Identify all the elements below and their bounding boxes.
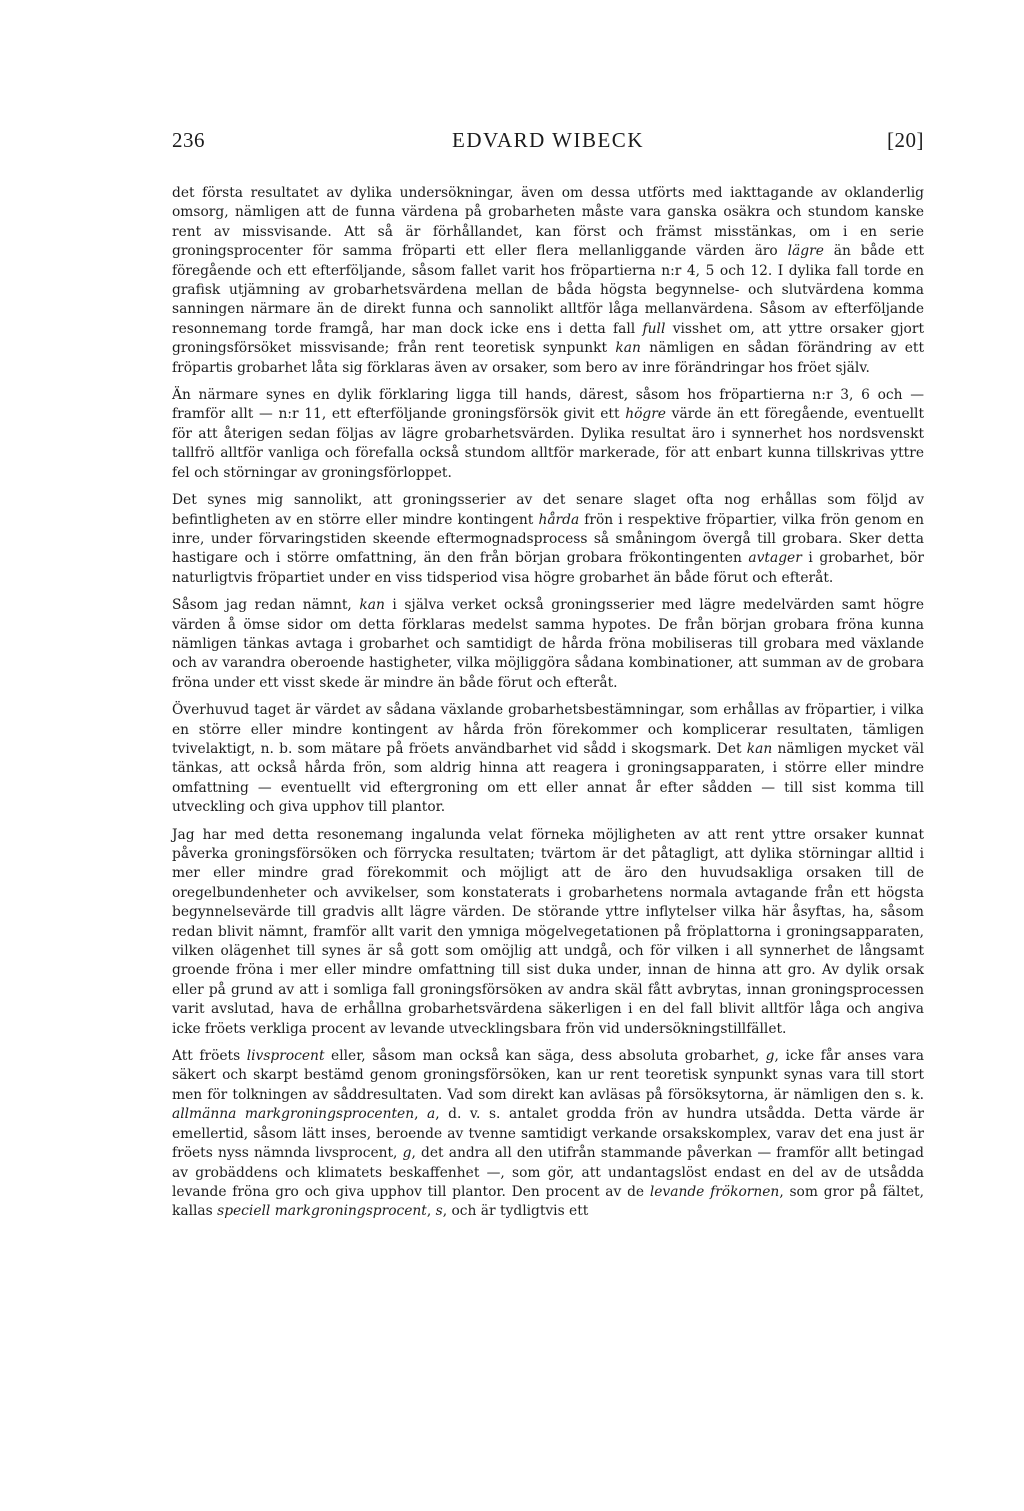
- text-run: ,: [426, 1203, 436, 1220]
- paragraph: [172, 386, 924, 483]
- text-run: Överhuvud taget är värdet av sådana växlande grobarhetsbestämningar, som erhållas av fröpartier, i vilka en större eller mindre kontingent av hårda frön förekommer och komplicerar resultaten, tämligen tvivelaktigt, n. b. som mätare på fröets användbarhet vid sådd i skogsmark. Det: [172, 702, 924, 757]
- text-run: , och är tydligtvis ett: [442, 1203, 589, 1220]
- text-run: värde än ett föregående, eventuellt för att återigen sedan följas av lägre grobarhetsvärden. Dylika resultat äro i synnerhet hos nordsvenskt tallfrö alltför vanliga och förefalla också stundom alltför markerade, för att enbart kunna tillskrivas yttre fel och störningar av groningsförloppet.: [172, 406, 925, 481]
- paragraph: [172, 826, 924, 1039]
- italic-term: kan: [746, 740, 773, 757]
- italic-term: speciell markgroningsprocent: [217, 1203, 427, 1220]
- text-run: Jag har med detta resonemang ingalunda velat förneka möjligheten av att rent yttre orsaker kunnat påverka groningsförsöken och förrycka resultaten; tvärtom är det påtagligt, att dylika störningar alltid i mer eller mindre grad förekommit och möjligt att de äro den huvudsakliga orsaken till de oregelbundenheter och avvikelser, som konstaterats i grobarhetens normala avtagande från ett högsta begynnelsevärde till gradvis allt lägre värden. De störande yttre inflytelser vilka här åsyftas, ha, såsom redan blivit nämnt, framför allt varit den ymniga mögelvegetationen på fröplattorna i groningsapparaten, vilken olägenhet till synes är så gott som omöjlig att undgå, och för vilken i all synnerhet de långsamt groende fröna i mer eller mindre omfattning till sist duka under, innan de hinna att gro. Av dylik orsak eller på grund av att i somliga fall groningsförsöken av andra skäl fått avbrytas, innan groningsprocessen varit avslutad, hava de erhållna grobarhetsvärdena säkerligen i en del fall blivit alltför låga och angiva icke fröets verkliga procent av levande utvecklingsbara frön vid undersökningstillfället.: [172, 826, 924, 1037]
- section-number: [20]: [887, 128, 924, 152]
- paragraph: [172, 1047, 924, 1222]
- text-run: frön i respektive fröpartier, vilka frön genom en inre, under förvaringstiden skeende eftermognadsprocess så småningom övergå till grobara. Sker detta hastigare och i större omfattning, än den från början grobara frökontingenten: [172, 511, 924, 567]
- text-run: Det synes mig sannolikt, att groningsserier av det senare slaget ofta nog erhållas som följd av befintligheten av en större eller mindre kontingent: [172, 492, 924, 528]
- text-run: än både ett föregående och ett efterföljande, såsom fallet varit hos fröpartierna n:r 4, 5 och 12. I dylika fall torde en grafisk utjämning av grobarhetsvärdena mellan de båda högsta begynnelse- och slutvärdena komma sanningen närmare än de direkt funna och sannolikt alltför låga mellanvärdena. Såsom av efterföljande resonnemang torde framgå, har man dock icke ens i detta fall: [172, 243, 924, 337]
- text-run: i grobarhet, bör naturligtvis fröpartiet under en viss tidsperiod visa högre grobarhet än både förut och efteråt.: [172, 550, 924, 586]
- text-run: Att fröets: [172, 1048, 247, 1065]
- italic-term: livsprocent: [246, 1048, 325, 1065]
- italic-term: full: [642, 320, 666, 337]
- text-run: eller, såsom man också kan säga, dess absoluta grobarhet,: [324, 1048, 766, 1065]
- italic-term: g: [402, 1145, 412, 1162]
- paragraph: [172, 596, 924, 693]
- paragraph: [172, 184, 924, 378]
- running-head: [172, 118, 924, 158]
- italic-term: s: [435, 1203, 443, 1220]
- italic-term: a: [427, 1106, 436, 1123]
- paragraph: [172, 491, 924, 588]
- italic-term: kan: [359, 597, 385, 614]
- text-run: , som gror på fältet, kallas: [172, 1183, 924, 1220]
- text-run: nämligen en sådan förändring av ett fröpartis grobarhet låta sig förklaras även av orsaker, som bero av inre förändringar hos fröet själv.: [172, 340, 924, 376]
- italic-term: levande frökornen: [649, 1183, 780, 1200]
- italic-term: allmänna markgroningsprocenten: [172, 1106, 415, 1123]
- text-run: ,: [414, 1106, 428, 1123]
- text-run: det första resultatet av dylika undersökningar, även om dessa utförts med iakttagande av oklanderlig omsorg, nämligen att de funna värdena på grobarheten måste vara ganska osäkra och stundom kanske rent av missvisande. Att så är förhållandet, kan först och främst misstänkas, om i en serie groningsprocenter för samma fröparti ett eller flera mellanliggande värden äro: [172, 185, 924, 260]
- italic-term: g: [765, 1048, 775, 1065]
- running-title: EDVARD WIBECK: [452, 128, 644, 152]
- italic-term: lägre: [787, 243, 824, 260]
- page-number: 236: [172, 128, 205, 152]
- paragraph: [172, 701, 924, 817]
- italic-term: avtager: [748, 550, 802, 567]
- italic-term: hårda: [538, 511, 580, 528]
- text-run: , icke får anses vara säkert och skarpt bestämd genom groningsförsöken, kan ur rent teoretisk synpunkt synas vara till stort men för tolkningen av såddresultaten. Vad som direkt kan avläsas på försöksytorna, är nämligen den s. k.: [172, 1048, 924, 1103]
- text-run: visshet om, att yttre orsaker gjort groningsförsöket missvisande; från rent teoretisk synpunkt: [172, 320, 924, 357]
- text-run: , det andra all den utifrån stammande påverkan — framför allt betingad av grobäddens och klimatets beskaffenhet —, som gör, att undantagslöst endast en del av de utsådda levande fröna gro och giva upphov till plantor. Den procent av de: [172, 1145, 925, 1200]
- text-run: Än närmare synes en dylik förklaring ligga till hands, därest, såsom hos fröpartierna n:r 3, 6 och — framför allt — n:r 11, ett efterföljande groningsförsök givit ett: [172, 387, 924, 423]
- body-text: [172, 184, 924, 1222]
- book-page: [172, 118, 924, 1230]
- text-run: Såsom jag redan nämnt,: [172, 597, 360, 614]
- text-run: i själva verket också groningsserier med lägre medelvärden samt högre värden å ömse sidor om detta förklaras medelst samma hypotes. De från början grobara fröna kunna nämligen tänkas avtaga i grobarhet och samtidigt de hårda fröna mobiliseras till grobara med växlande och av varandra oberoende hastigheter, vilka möjliggöra sådana kombinationer, att summan av de grobara fröna under ett visst skede är mindre än både förut och efteråt.: [172, 597, 924, 691]
- italic-term: högre: [625, 406, 666, 423]
- text-run: nämligen mycket väl tänkas, att också hårda frön, som aldrig hinna att reagera i groningsapparaten, i större eller mindre omfattning — eventuellt vid eftergroning om ett eller annat år efter sådden — till sist komma till utveckling och giva upphov till plantor.: [172, 740, 924, 816]
- italic-term: kan: [615, 340, 641, 357]
- text-run: , d. v. s. antalet grodda frön av hundra utsådda. Detta värde är emellertid, såsom lätt inses, beroende av tvenne samtidigt verkande orsakskomplex, varav det ena just är fröets nyss nämnda livsprocent,: [172, 1106, 924, 1162]
